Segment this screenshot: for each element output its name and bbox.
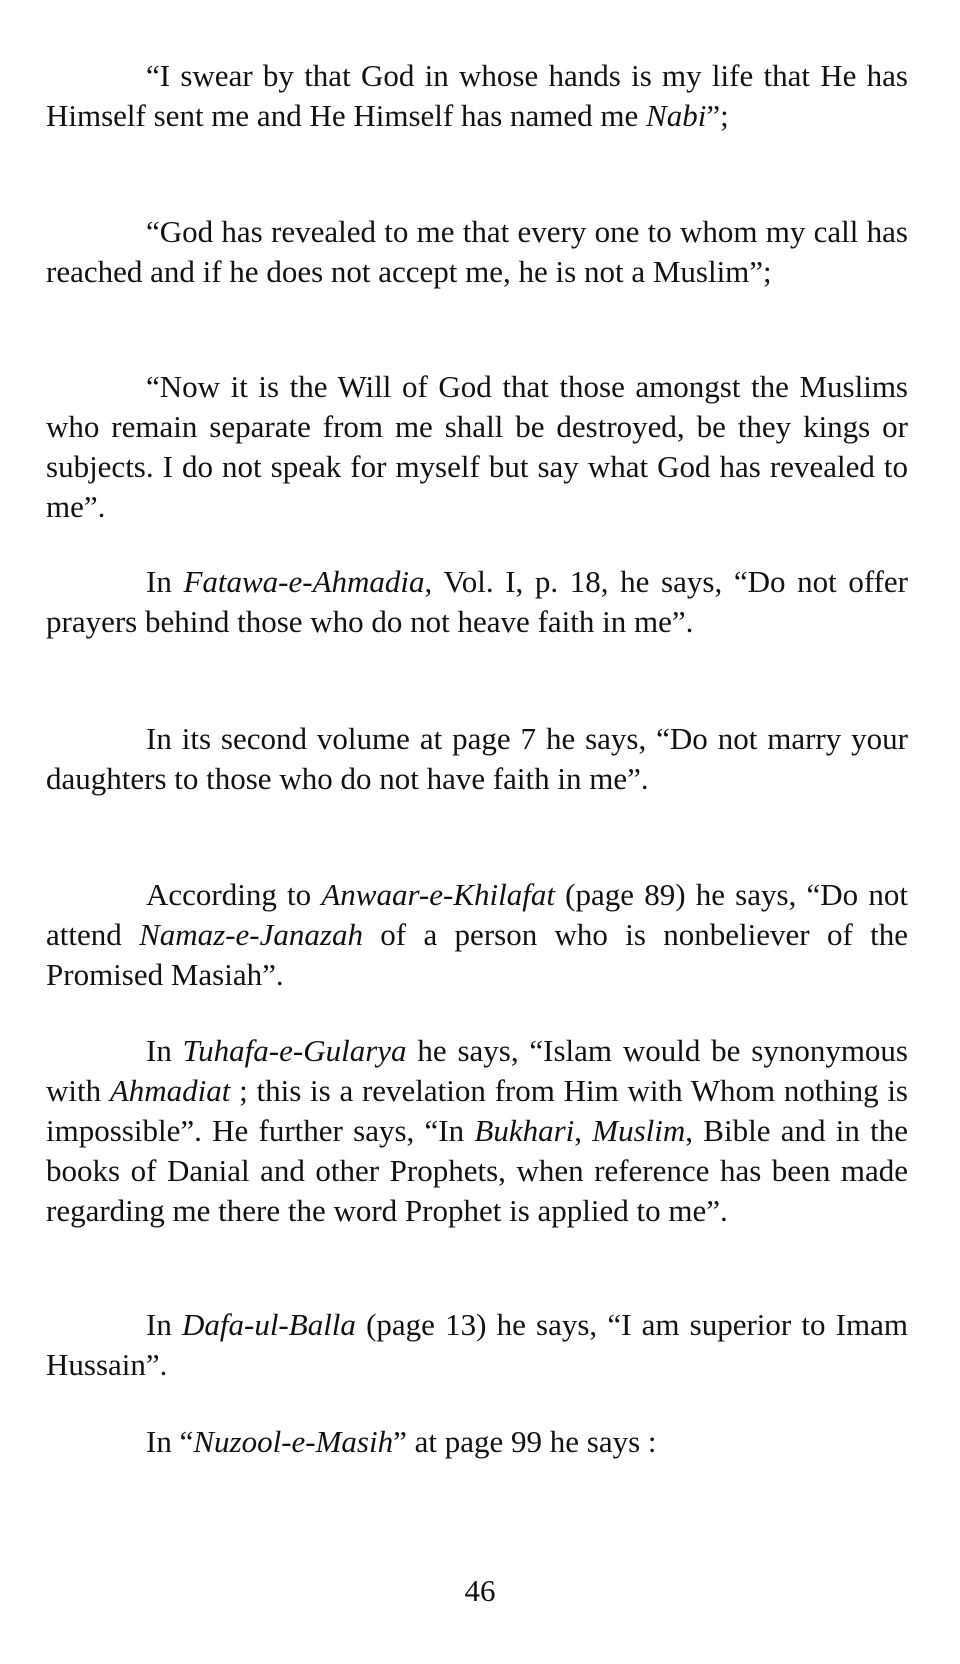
italic-title-text: Anwaar-e-Khilafat <box>321 877 555 912</box>
paragraph-text: “Now it is the Will of God that those amongst the Muslims who remain separate from me shall be destroyed, be they kings or subjects. I do not speak for myself but say what God has revealed to me”. <box>46 369 908 524</box>
paragraph-text: , Bible and in the books of Danial and other Prophets, when reference has been made regarding me there the word Prophet is applied to me”. <box>46 1113 908 1228</box>
paragraph-text: he says, “Islam would be synonymous with <box>46 1033 909 1108</box>
italic-title-text: Dafa-ul-Balla <box>182 1307 356 1342</box>
paragraph-text: ”; <box>706 98 729 133</box>
paragraph-3 <box>46 367 908 527</box>
paragraph-text: ; this is a revelation from Him with Whom nothing is impossible”. He further says, “In <box>46 1073 908 1148</box>
paragraph-2 <box>46 212 908 292</box>
paragraph-1 <box>46 56 908 136</box>
paragraph-6 <box>46 875 908 995</box>
paragraph-4 <box>46 562 908 642</box>
paragraph-text: , Vol. I, p. 18, he says, “Do not offer prayers behind those who do not heave faith in me”. <box>46 564 908 639</box>
paragraph-text: According to <box>146 877 322 912</box>
paragraph-text: “I swear by that God in whose hands is my life that He has Himself sent me and He Himself has named me <box>46 58 908 133</box>
paragraph-text: , <box>574 1113 593 1148</box>
paragraph-text: In <box>146 1307 182 1342</box>
page-number: 46 <box>464 1573 496 1608</box>
paragraph-text: In <box>146 1033 183 1068</box>
paragraph-9 <box>46 1422 908 1462</box>
paragraph-7 <box>46 1031 908 1231</box>
paragraph-text: “God has revealed to me that every one to whom my call has reached and if he does not accept me, he is not a Muslim”; <box>46 214 908 289</box>
italic-title-text: Bukhari <box>474 1113 575 1148</box>
paragraph-8 <box>46 1305 908 1385</box>
paragraph-text: (page 13) he says, “I am superior to Imam Hussain”. <box>46 1307 908 1382</box>
paragraph-text: In “ <box>146 1424 194 1459</box>
paragraph-5 <box>46 719 908 799</box>
italic-title-text: Fatawa-e-Ahmadia <box>183 564 425 599</box>
paragraph-text: (page 89) he says, “Do not attend <box>46 877 908 952</box>
paragraph-text: In <box>146 564 184 599</box>
italic-title-text: Ahmadiat <box>109 1073 231 1108</box>
paragraph-text: In its second volume at page 7 he says, “Do not marry your daughters to those who do not have faith in me”. <box>46 721 908 796</box>
italic-title-text: Nabi <box>646 98 707 133</box>
italic-title-text: Muslim <box>592 1113 686 1148</box>
italic-title-text: Nuzool-e-Masih <box>193 1424 394 1459</box>
italic-title-text: Namaz-e-Janazah <box>139 917 363 952</box>
paragraph-text: ” at page 99 he says : <box>393 1424 657 1459</box>
italic-title-text: Tuhafa-e-Gularya <box>182 1033 407 1068</box>
paragraph-text: of a person who is nonbeliever of the Promised Masiah”. <box>46 917 908 992</box>
